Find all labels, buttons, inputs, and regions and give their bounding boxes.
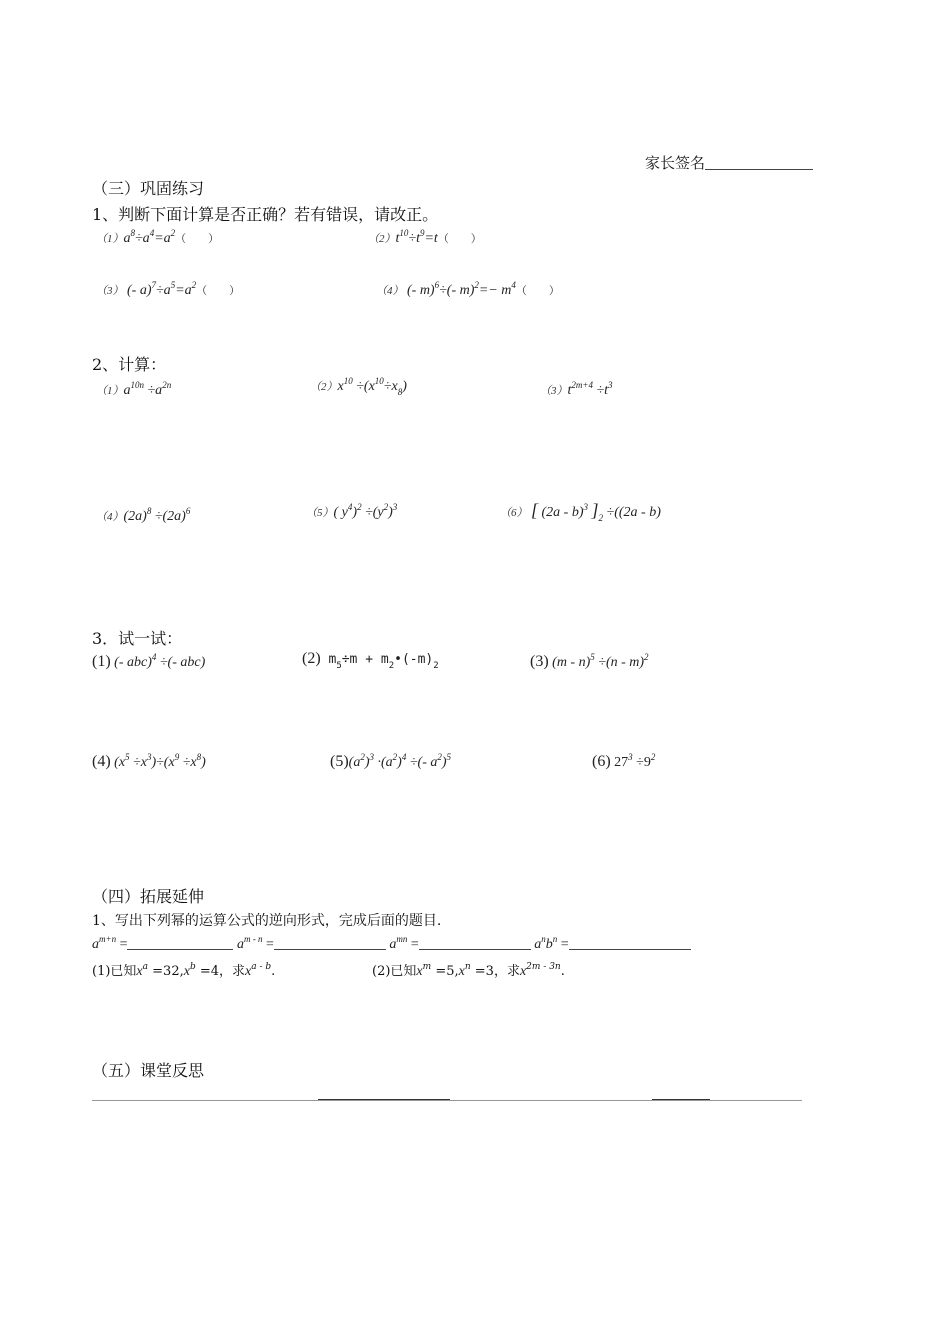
formula-2: $a^{m - n}$ = bbox=[237, 937, 386, 952]
s4-problem-2: (2)已知$x^m =5,x^n =3$，求$x^{2m - 3n}$. bbox=[372, 962, 565, 979]
q2-title: 2、计算： bbox=[92, 355, 167, 374]
s4-q1-title: 1、写出下列幂的运算公式的逆向形式，完成后面的题目. bbox=[92, 913, 442, 929]
formula-row bbox=[92, 934, 691, 953]
q3-item-4: (4) $(x^5 \div x^3)\div(x^9 \div x^8)$ bbox=[92, 752, 206, 770]
formula-4: $a^nb^n$ = bbox=[534, 937, 690, 952]
s4-problem-1: (1)已知$x^a =32,x^b =4$，求$x^{a - b}$. bbox=[92, 962, 276, 979]
q3-item-6: (6) $27^3 \div 9^2$ bbox=[592, 752, 656, 770]
q1-item-4: （4） (- m)$^6$÷(- $m)^2=- m^4$（ ） bbox=[376, 280, 560, 298]
reflection-line-1[interactable] bbox=[92, 1100, 802, 1101]
q1-item-3: （3） (- $a)^7\div a^5=a^2$（ ） bbox=[96, 280, 241, 298]
q2-item-1: $(1)a^{10n} \div a^{2n}$ bbox=[96, 380, 172, 398]
q2-item-6: （6） [ (2a - b)$^3$ ]$_2 \div((2a - b)$ bbox=[500, 500, 661, 523]
reflection-line-segment-b bbox=[652, 1099, 710, 1100]
q3-item-2: (2) $m_5\div m$ + $m_2•(-m)_2$ bbox=[302, 650, 439, 671]
section-3-title: （三）巩固练习 bbox=[92, 179, 205, 198]
q2-item-3: $(3)t^{2m+4} \div t^3$ bbox=[540, 380, 613, 398]
q2-item-4: $(4)(2a)^8 \div(2a)^6$ bbox=[96, 506, 191, 524]
section-5-title: （五）课堂反思 bbox=[92, 1061, 205, 1080]
q3-title: 3．试一试： bbox=[92, 629, 183, 648]
parent-signature bbox=[645, 152, 813, 173]
q1-title: 1、判断下面计算是否正确？若有错误，请改正。 bbox=[92, 205, 439, 224]
q1-item-2: $(2)t^{10}\div t^9=t$（ ） bbox=[368, 228, 482, 246]
q2-item-2: $(2)x^{10} \div(x^{10}\div x_8)$ bbox=[310, 376, 407, 397]
q3-item-1: (1) (- abc)$^4$ ÷(- abc) bbox=[92, 652, 206, 670]
formula-1-blank[interactable] bbox=[127, 935, 233, 950]
reflection-line-segment-a bbox=[318, 1099, 450, 1100]
signature-label: 家长签名 bbox=[645, 154, 706, 172]
formula-4-blank[interactable] bbox=[569, 935, 691, 950]
q3-item-3: (3) (m - n)$^5$ ÷(n - m)$^2$ bbox=[530, 652, 649, 670]
formula-1: $a^{m+n}$ = bbox=[92, 937, 233, 952]
section-4-title: （四）拓展延伸 bbox=[92, 887, 205, 906]
formula-3: $a^{mn}$ = bbox=[389, 937, 530, 952]
q2-item-5: （5）( $y^4)^2 \div(y^2)^3$ bbox=[306, 502, 398, 520]
signature-blank[interactable] bbox=[705, 155, 813, 170]
q3-item-5: $(5)(a^2)^3 \cdot(a^2)^4$ ÷(- $a^2)^5$ bbox=[330, 752, 452, 770]
formula-2-blank[interactable] bbox=[274, 935, 386, 950]
q1-item-1: $(1)a^8\div a^4=a^2$（ ） bbox=[96, 228, 220, 246]
formula-3-blank[interactable] bbox=[419, 935, 531, 950]
